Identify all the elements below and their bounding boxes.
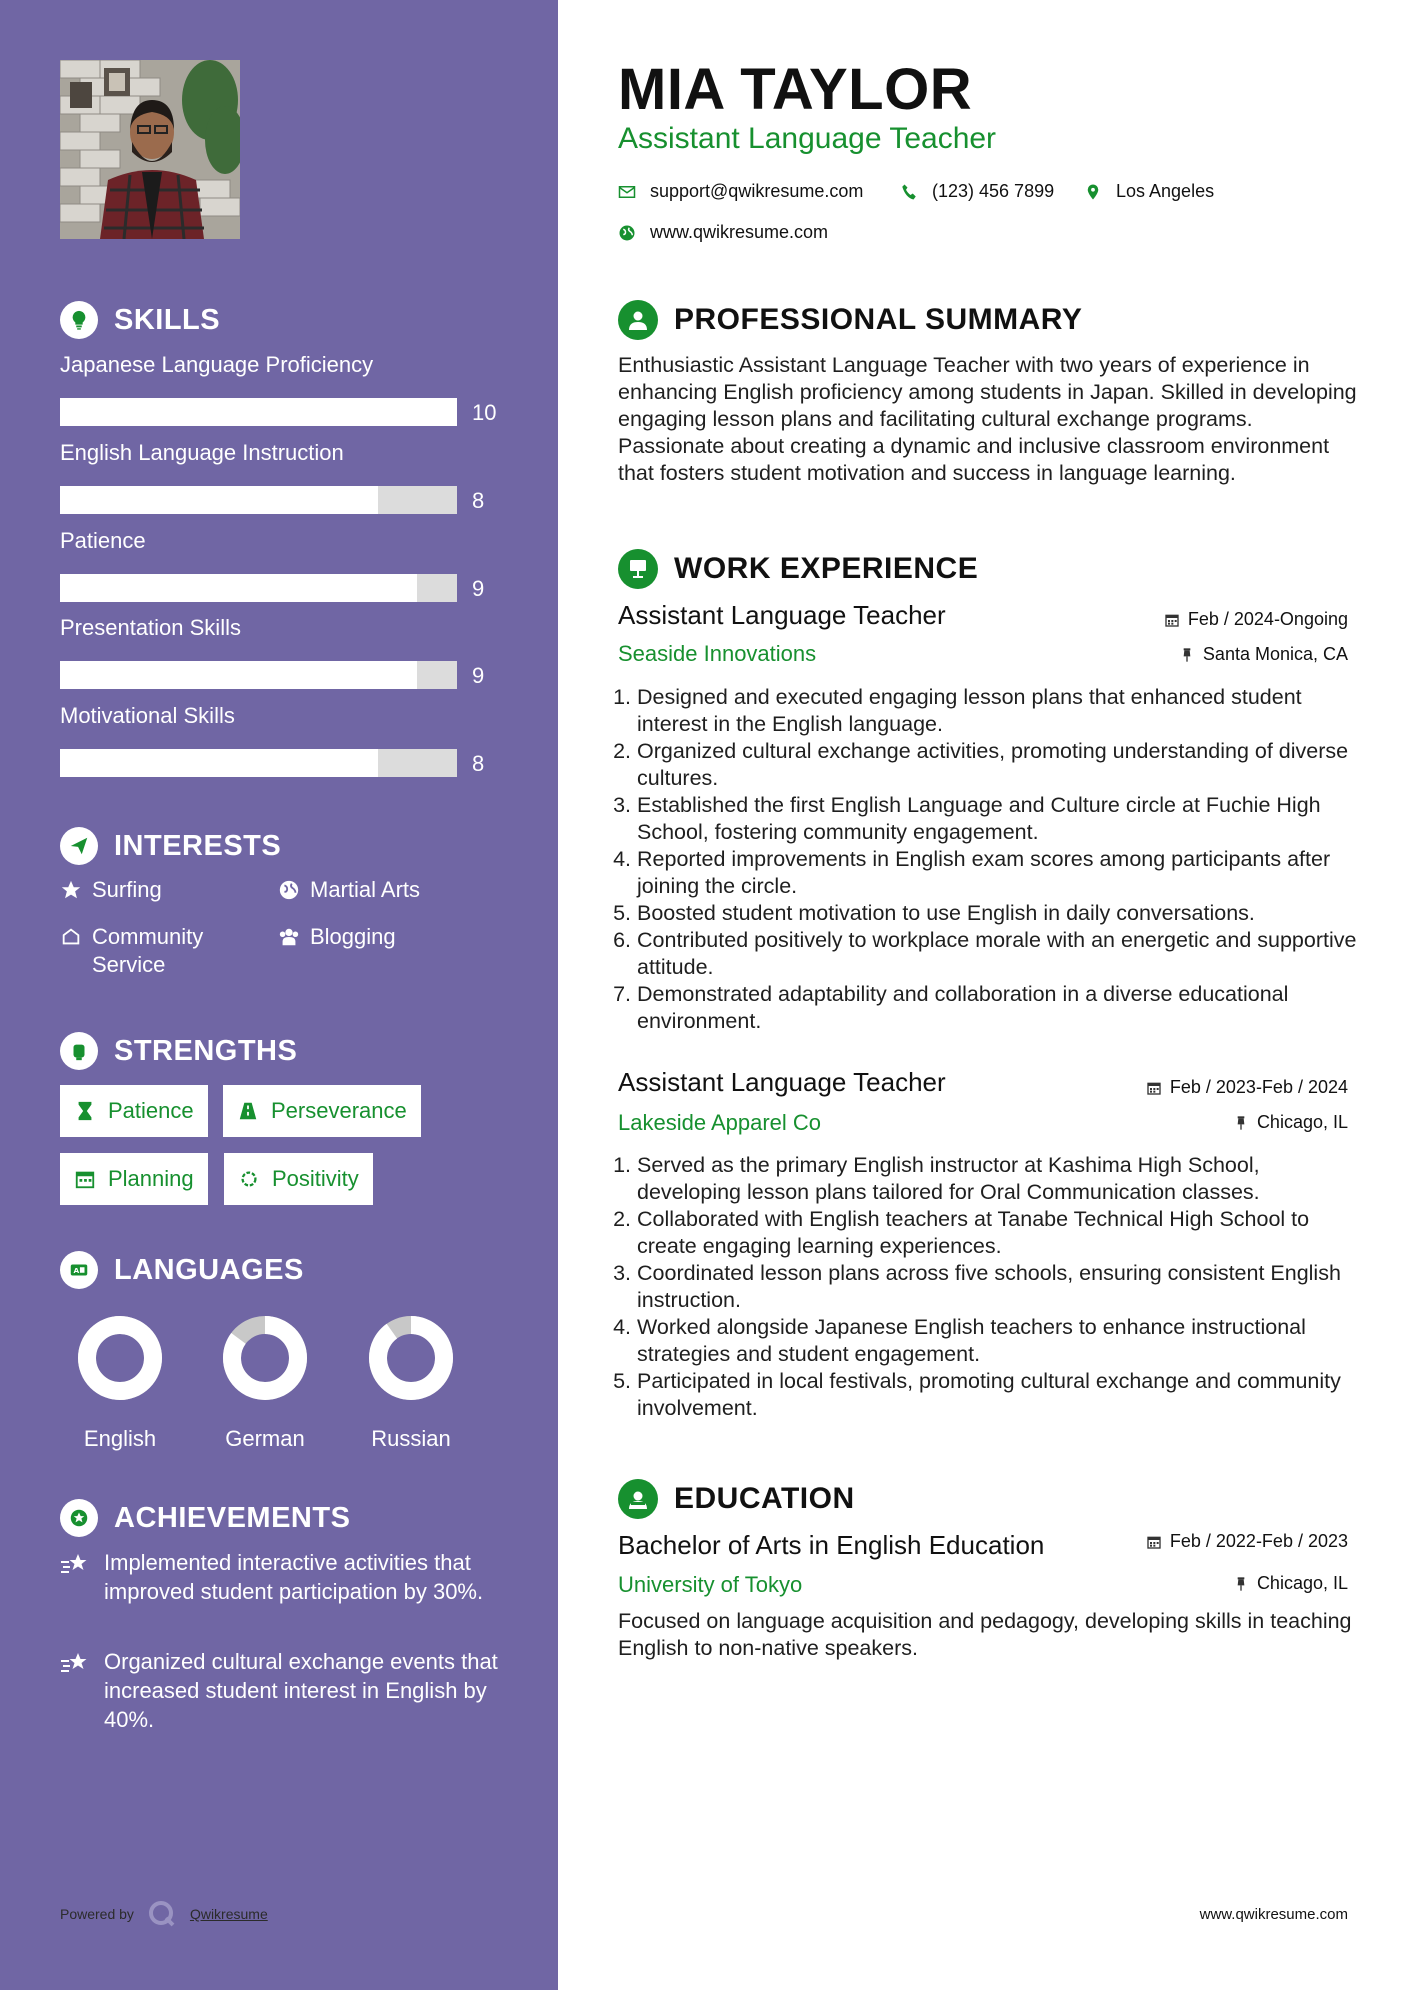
education-heading xyxy=(618,1479,855,1519)
phone-icon xyxy=(900,183,918,201)
skill-score: 10 xyxy=(472,400,497,425)
shooting-star-icon xyxy=(60,1647,92,1734)
strengths-heading xyxy=(60,1032,297,1070)
duty-item: 1. Served as the primary English instructor at Kashima High School, developing lesson plans tailored for Oral Communication classes. xyxy=(637,1152,1358,1206)
interest-label: Martial Arts xyxy=(310,877,421,902)
strength-tag xyxy=(60,1085,208,1137)
summary-heading xyxy=(618,300,1082,340)
summary-text: Enthusiastic Assistant Language Teacher with two years of experience in enhancing English proficiency among students in Japan. Skilled in developing engaging lesson plans and facilitating cultural exchange programs. Passionate about creating a dynamic and inclusive classroom environment that fosters student motivation and success in language learning. xyxy=(618,353,1357,485)
calendar-icon xyxy=(1146,1080,1162,1096)
language-name: English xyxy=(83,1426,157,1451)
skill-bar xyxy=(60,486,457,514)
language-name: German xyxy=(225,1426,305,1451)
job-dates-text: Feb / 2023-Feb / 2024 xyxy=(1169,1077,1348,1097)
map-marker-icon xyxy=(1084,183,1102,201)
skill-score: 8 xyxy=(472,751,485,776)
job-dates xyxy=(1146,1077,1348,1098)
strength-label: Patience xyxy=(108,1098,194,1123)
education-location xyxy=(1233,1573,1348,1594)
qwikresume-logo-icon xyxy=(148,1900,176,1928)
road-icon xyxy=(237,1100,259,1122)
skill-bar xyxy=(60,574,457,602)
achievements-heading xyxy=(60,1499,350,1537)
skill-bar xyxy=(60,661,457,689)
job-location-text: Santa Monica, CA xyxy=(1202,644,1348,664)
languages-title: LANGUAGES xyxy=(114,1253,304,1286)
powered-by-label: Powered by xyxy=(60,1906,134,1922)
job-role: Assistant Language Teacher xyxy=(618,600,946,630)
duty-item: 1. Designed and executed engaging lesson plans that enhanced student interest in the English language. xyxy=(637,684,1358,738)
education-degree: Bachelor of Arts in English Education xyxy=(618,1530,1045,1560)
pushpin-icon xyxy=(1179,647,1195,663)
qwikresume-link[interactable]: Qwikresume xyxy=(189,1906,268,1922)
skill-item xyxy=(60,528,500,601)
interest-label: Blogging xyxy=(310,924,396,949)
job-role: Assistant Language Teacher xyxy=(618,1067,946,1097)
contact-website xyxy=(618,222,828,243)
job-duties xyxy=(618,1152,1358,1422)
duty-item: 4. Reported improvements in English exam scores among participants after joining the circle. xyxy=(637,846,1358,900)
interest-label: Community Service xyxy=(92,924,204,977)
duty-item: 2. Collaborated with English teachers at Tanabe Technical High School to create engaging learning experiences. xyxy=(637,1206,1358,1260)
education-location-text: Chicago, IL xyxy=(1256,1573,1348,1593)
job-location xyxy=(1233,1112,1348,1133)
duty-item: 4. Worked alongside Japanese English teachers to enhance instructional strategies and student engagement. xyxy=(637,1314,1358,1368)
user-icon xyxy=(618,300,658,340)
calendar-icon xyxy=(1146,1534,1162,1550)
duty-item: 5. Boosted student motivation to use English in daily conversations. xyxy=(637,900,1358,927)
strength-tag xyxy=(60,1153,208,1205)
graduate-icon xyxy=(618,1479,658,1519)
interest-label: Surfing xyxy=(92,877,162,902)
strength-label: Positivity xyxy=(272,1166,359,1191)
star-icon xyxy=(60,876,82,904)
interests-heading xyxy=(60,827,281,865)
summary-title: PROFESSIONAL SUMMARY xyxy=(674,303,1083,336)
education-school: University of Tokyo xyxy=(618,1572,803,1597)
pushpin-icon xyxy=(1233,1576,1249,1592)
job-dates-text: Feb / 2024-Ongoing xyxy=(1187,609,1348,629)
interest-item xyxy=(278,923,396,951)
duty-item: 3. Established the first English Language and Culture circle at Fuchie High School, fostering community engagement. xyxy=(637,792,1358,846)
duty-item: 6. Contributed positively to workplace morale with an energetic and supportive attitude. xyxy=(637,927,1358,981)
job-company: Lakeside Apparel Co xyxy=(618,1110,822,1135)
language-ring xyxy=(78,1316,162,1400)
achievement-item xyxy=(60,1548,500,1606)
skill-item xyxy=(60,615,500,688)
job-dates xyxy=(1164,609,1348,630)
language-item xyxy=(351,1316,471,1452)
hand-heart-icon xyxy=(60,923,82,951)
pushpin-icon xyxy=(1233,1115,1249,1131)
profile-photo xyxy=(60,60,240,239)
job-company: Seaside Innovations xyxy=(618,641,817,666)
contact-location xyxy=(1084,181,1214,202)
language-icon xyxy=(60,1251,98,1289)
calendar-icon xyxy=(1164,612,1180,628)
achievement-text: Implemented interactive activities that improved student participation by 30%. xyxy=(104,1550,484,1604)
duty-item: 7. Demonstrated adaptability and collaboration in a diverse educational environment. xyxy=(637,981,1358,1035)
sun-icon xyxy=(238,1168,260,1190)
interest-item xyxy=(60,923,240,979)
main-content xyxy=(558,0,1407,1990)
footer-website[interactable]: www.qwikresume.com xyxy=(1199,1906,1348,1923)
skills-title: SKILLS xyxy=(114,303,221,336)
experience-heading xyxy=(618,549,978,589)
skill-bar xyxy=(60,749,457,777)
contact-phone xyxy=(900,181,1054,202)
language-item xyxy=(60,1316,180,1452)
duty-item: 3. Coordinated lesson plans across five schools, ensuring consistent English instruction. xyxy=(637,1260,1358,1314)
achievements-title: ACHIEVEMENTS xyxy=(114,1501,351,1534)
fist-icon xyxy=(60,1032,98,1070)
achievement-text: Organized cultural exchange events that increased student interest in English by 40%. xyxy=(104,1649,498,1732)
interest-item xyxy=(278,876,420,904)
website-text[interactable]: www.qwikresume.com xyxy=(650,222,829,242)
interest-item xyxy=(60,876,162,904)
skill-item xyxy=(60,352,500,425)
language-item xyxy=(205,1316,325,1452)
strength-tag xyxy=(223,1085,421,1137)
contact-email xyxy=(618,181,863,202)
skill-item xyxy=(60,440,500,513)
skill-name: Motivational Skills xyxy=(60,703,235,728)
sidebar xyxy=(0,0,558,1990)
skill-bar xyxy=(60,398,457,426)
person-title: Assistant Language Teacher xyxy=(618,122,997,155)
achievement-item xyxy=(60,1647,500,1734)
strength-label: Planning xyxy=(108,1166,194,1191)
phone-text[interactable]: (123) 456 7899 xyxy=(932,181,1055,201)
skill-name: English Language Instruction xyxy=(60,440,344,465)
language-name: Russian xyxy=(371,1426,451,1451)
languages-heading xyxy=(60,1251,304,1289)
email-text[interactable]: support@qwikresume.com xyxy=(650,181,864,201)
strength-label: Perseverance xyxy=(271,1098,407,1123)
skill-name: Japanese Language Proficiency xyxy=(60,352,374,377)
strength-tag xyxy=(224,1153,373,1205)
skill-name: Patience xyxy=(60,528,146,553)
globe-icon xyxy=(278,876,300,904)
envelope-icon xyxy=(618,183,636,201)
powered-by xyxy=(60,1900,268,1928)
globe-icon xyxy=(618,224,636,242)
chalkboard-teacher-icon xyxy=(618,549,658,589)
calendar-icon xyxy=(74,1168,96,1190)
skills-heading xyxy=(60,301,220,339)
duty-item: 2. Organized cultural exchange activities, promoting understanding of diverse cultures. xyxy=(637,738,1358,792)
svg-text:A: A xyxy=(73,1266,80,1276)
education-dates xyxy=(1146,1531,1348,1552)
interests-title: INTERESTS xyxy=(114,829,282,862)
paper-plane-icon xyxy=(60,827,98,865)
star-badge-icon xyxy=(60,1499,98,1537)
language-ring xyxy=(369,1316,453,1400)
experience-title: WORK EXPERIENCE xyxy=(674,552,979,585)
lightbulb-icon xyxy=(60,301,98,339)
strengths-title: STRENGTHS xyxy=(114,1034,298,1067)
education-title: EDUCATION xyxy=(674,1482,855,1515)
duty-item: 5. Participated in local festivals, promoting cultural exchange and community involvement. xyxy=(637,1368,1358,1422)
shooting-star-icon xyxy=(60,1548,92,1606)
skill-score: 8 xyxy=(472,488,485,513)
skill-item xyxy=(60,703,500,776)
skill-score: 9 xyxy=(472,576,485,601)
hourglass-icon xyxy=(74,1100,96,1122)
education-dates-text: Feb / 2022-Feb / 2023 xyxy=(1169,1531,1348,1551)
skill-score: 9 xyxy=(472,663,485,688)
job-location-text: Chicago, IL xyxy=(1256,1112,1348,1132)
language-ring xyxy=(223,1316,307,1400)
person-name: MIA TAYLOR xyxy=(618,57,973,122)
job-duties xyxy=(618,684,1358,1035)
skill-name: Presentation Skills xyxy=(60,615,241,640)
location-text: Los Angeles xyxy=(1116,181,1215,201)
education-text: Focused on language acquisition and pedagogy, developing skills in teaching English to non-native speakers. xyxy=(618,1609,1352,1660)
job-location xyxy=(1179,644,1348,665)
users-icon xyxy=(278,923,300,951)
